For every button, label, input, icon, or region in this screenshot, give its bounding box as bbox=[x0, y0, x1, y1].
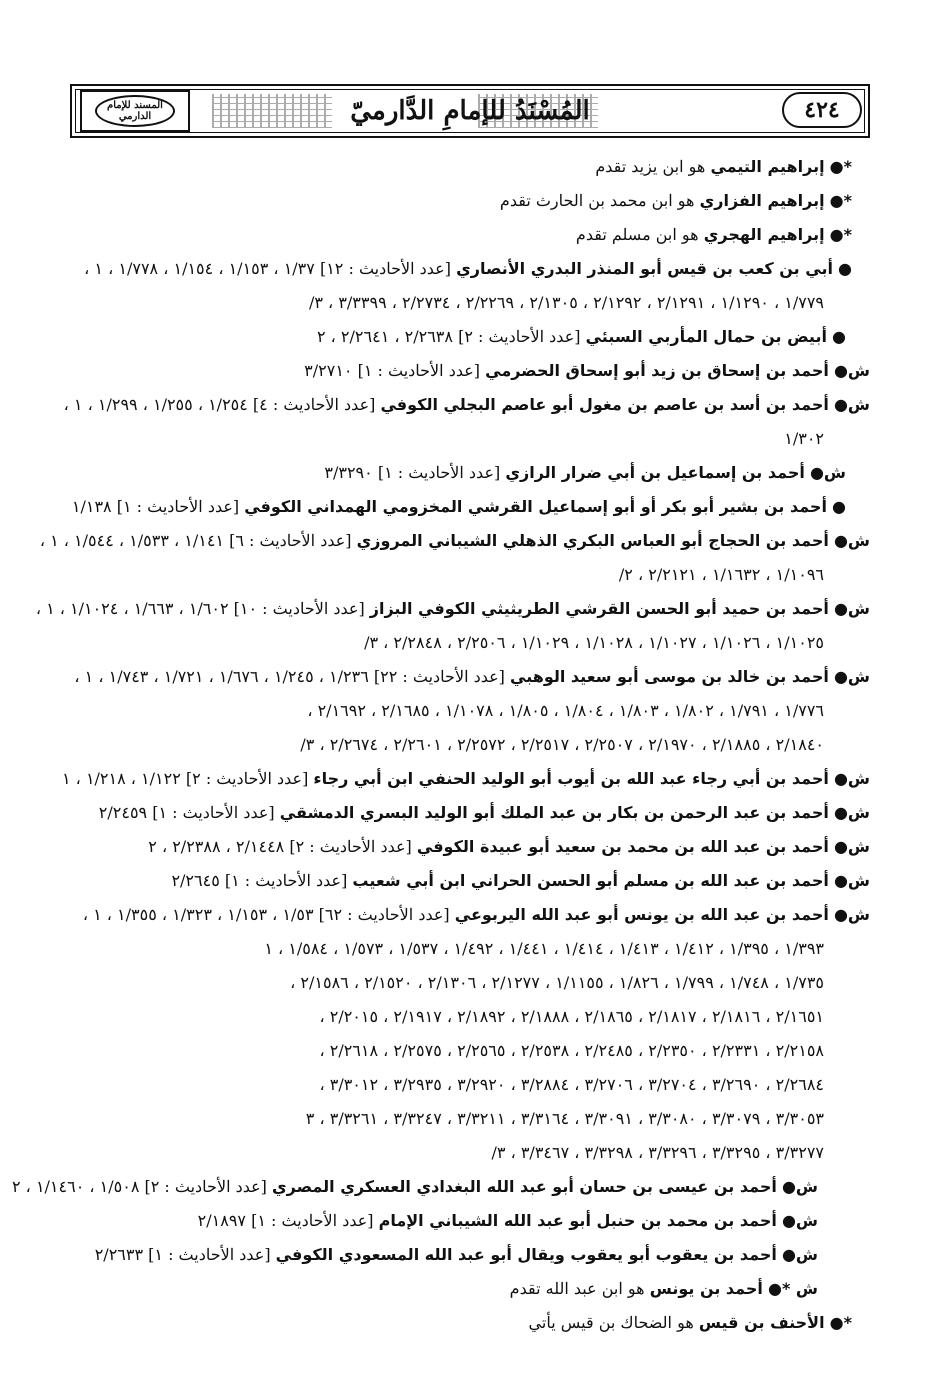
narrator-name: أحمد بن حميد أبو الحسن القرشي الطريثيثي الكوفي البزاز bbox=[369, 599, 829, 618]
narrator-name: إبراهيم الفزاري bbox=[699, 191, 825, 210]
entry-note: [عدد الأحاديث : ١] ٣/٣٢٩٠ bbox=[324, 463, 501, 482]
index-entry bbox=[63, 388, 870, 456]
index-entry bbox=[74, 660, 870, 762]
entry-note: [عدد الأحاديث : ٢٢] ١/٢٣٦ ، ١/٢٤٥ ، ١/٦٧٦ ، ١/٧٢١ ، ١/٧٤٣ ، ١ ، bbox=[74, 667, 505, 686]
entry-references-line: ٣/٣٠٥٣ ، ٣/٣٠٧٩ ، ٣/٣٠٨٠ ، ٣/٣٠٩١ ، ٣/٣١٦٤ ، ٣/٣٢١١ ، ٣/٣٢٤٧ ، ٣/٣٢٦١ ، ٣ bbox=[305, 1109, 824, 1128]
entry-first-line bbox=[62, 762, 870, 796]
entry-references-line: ١/٣٩٣ ، ١/٣٩٥ ، ١/٤١٢ ، ١/٤١٣ ، ١/٤١٤ ، ١/٤٤١ ، ١/٤٩٢ ، ١/٥٣٧ ، ١/٥٧٣ ، ١/٥٨٤ ، ١ bbox=[264, 939, 824, 958]
entry-note: [عدد الأحاديث : ١] ٢/٢٤٥٩ bbox=[98, 803, 275, 822]
index-entry bbox=[82, 1204, 870, 1238]
entry-first-line bbox=[82, 830, 870, 864]
index-entry bbox=[82, 354, 870, 388]
book-title: المُسْنَدُ للإمامِ الدَّارميّ bbox=[350, 96, 590, 126]
entry-references-line: ١/٧٧٩ ، ١/١٢٩٠ ، ٢/١٢٩١ ، ٢/١٢٩٢ ، ٢/١٣٠٥ ، ٢/٢٢٦٩ ، ٢/٢٧٣٤ ، ٣/٣٣٩٩ ، ٣/ bbox=[308, 293, 824, 312]
index-entry bbox=[82, 1306, 870, 1340]
entry-note: [عدد الأحاديث : ١] ٢/١٨٩٧ bbox=[197, 1211, 374, 1230]
entry-first-line bbox=[82, 864, 870, 898]
entry-note: [عدد الأحاديث : ١٠] ١/٦٠٢ ، ١/٦٦٣ ، ١/١٠٢٤ ، ١ ، bbox=[35, 599, 365, 618]
narrator-name: إبراهيم الهجري bbox=[703, 225, 825, 244]
entry-note: [عدد الأحاديث : ١] ٢/٢٦٣٣ bbox=[94, 1245, 271, 1264]
entry-first-line bbox=[82, 796, 870, 830]
entry-marker: ش● bbox=[833, 531, 870, 550]
entry-note: [عدد الأحاديث : ١] ٣/٢٧١٠ bbox=[304, 361, 481, 380]
entry-marker: ش● bbox=[781, 1177, 818, 1196]
index-entry bbox=[71, 490, 870, 524]
entry-marker: ش● bbox=[833, 769, 870, 788]
entry-references-line: ١/٧٣٥ ، ١/٧٤٨ ، ١/٧٩٩ ، ١/٨٢٦ ، ١/١١٥٥ ، ٢/١٢٧٧ ، ٢/١٣٠٦ ، ٢/١٥٢٠ ، ٢/١٥٨٦ ، bbox=[290, 973, 824, 992]
narrator-name: أبيض بن حمال المأربي السبئي bbox=[585, 327, 827, 346]
entry-references-line: ٢/١٦٥١ ، ٢/١٨١٦ ، ٢/١٨١٧ ، ٢/١٨٦٥ ، ٢/١٨٨٨ ، ٢/١٨٩٢ ، ٢/١٩١٧ ، ٢/٢٠١٥ ، bbox=[319, 1007, 824, 1026]
entry-references-line: ٢/٢٦٨٤ ، ٣/٢٦٩٠ ، ٣/٢٧٠٤ ، ٣/٢٧٠٦ ، ٣/٢٨٨٤ ، ٣/٢٩٢٠ ، ٣/٢٩٣٥ ، ٣/٣٠١٢ ، bbox=[319, 1075, 824, 1094]
entry-marker: ش● bbox=[809, 463, 846, 482]
entry-first-line bbox=[82, 1204, 870, 1238]
entry-marker: *● bbox=[829, 191, 852, 210]
narrator-name: أحمد بن الحجاج أبو العباس البكري الذهلي الشيباني المروزي bbox=[356, 531, 829, 550]
index-entry bbox=[82, 1238, 870, 1272]
entry-marker: ش● bbox=[833, 837, 870, 856]
entry-marker: ش● bbox=[833, 361, 870, 380]
narrator-name: أحمد بن عبد الله بن مسلم أبو الحسن الحراني ابن أبي شعيب bbox=[352, 871, 829, 890]
book-emblem bbox=[80, 90, 190, 132]
narrator-name: أحمد بن إسماعيل بن أبي ضرار الرازي bbox=[505, 463, 805, 482]
narrator-index-list bbox=[12, 150, 870, 1340]
narrator-name: الأحنف بن قيس bbox=[698, 1313, 825, 1332]
entry-first-line bbox=[74, 660, 870, 694]
entry-references-line: ٢/١٨٤٠ ، ٢/١٨٨٥ ، ٢/١٩٧٠ ، ٢/٢٥٠٧ ، ٢/٢٥١٧ ، ٢/٢٥٧٢ ، ٢/٢٦٠١ ، ٢/٢٦٧٤ ، ٣/ bbox=[300, 735, 824, 754]
entry-note: [عدد الأحاديث : ٦] ١/١٤١ ، ١/٥٣٣ ، ١/٥٤٤ ، ١ ، bbox=[39, 531, 352, 550]
entry-note: [عدد الأحاديث : ٢] ١/١٢٢ ، ١/٢١٨ ، ١ bbox=[62, 769, 309, 788]
entry-note: [عدد الأحاديث : ٢] ١/٥٠٨ ، ١/١٤٦٠ ، ٢ bbox=[12, 1177, 267, 1196]
entry-first-line bbox=[82, 456, 870, 490]
entry-note: [عدد الأحاديث : ١] ٢/٢٦٤٥ bbox=[171, 871, 348, 890]
page-number: ٤٢٤ bbox=[782, 92, 862, 128]
index-entry bbox=[82, 184, 870, 218]
entry-note: [عدد الأحاديث : ٤] ١/٢٥٤ ، ١/٢٥٥ ، ١/٢٩٩ ، ١ ، bbox=[63, 395, 376, 414]
entry-first-line bbox=[82, 252, 870, 286]
index-entry bbox=[39, 524, 870, 592]
entry-marker: ● bbox=[838, 259, 852, 278]
entry-note: [عدد الأحاديث : ٦٢] ١/٥٣ ، ١/١٥٣ ، ١/٣٢٣ ، ١/٣٥٥ ، ١ ، bbox=[82, 905, 450, 924]
entry-first-line bbox=[82, 184, 870, 218]
index-entry bbox=[82, 252, 870, 320]
narrator-name: أحمد بن إسحاق بن زيد أبو إسحاق الحضرمي bbox=[485, 361, 829, 380]
narrator-name: إبراهيم التيمي bbox=[710, 157, 825, 176]
index-entry bbox=[82, 456, 870, 490]
entry-marker: ش● bbox=[833, 667, 870, 686]
entry-references-line: ٣/٣٢٧٧ ، ٣/٣٢٩٥ ، ٣/٣٢٩٦ ، ٣/٣٢٩٨ ، ٣/٣٤٦٧ ، ٣/ bbox=[491, 1143, 824, 1162]
entry-note: [عدد الأحاديث : ٢] ٢/١٤٤٨ ، ٢/٢٣٨٨ ، ٢ bbox=[148, 837, 412, 856]
narrator-name: أبي بن كعب بن قيس أبو المنذر البدري الأنصاري bbox=[456, 259, 833, 278]
entry-marker: ● bbox=[832, 497, 846, 516]
index-entry bbox=[82, 830, 870, 864]
entry-note: هو ابن عبد الله تقدم bbox=[509, 1279, 645, 1298]
entry-note: هو ابن محمد بن الحارث تقدم bbox=[499, 191, 695, 210]
index-entry bbox=[82, 320, 870, 354]
narrator-name: أحمد بن بشير أبو بكر أو أبو إسماعيل القرشي المخزومي الهمداني الكوفي bbox=[244, 497, 827, 516]
narrator-name: أحمد بن خالد بن موسى أبو سعيد الوهبي bbox=[510, 667, 829, 686]
entry-first-line bbox=[82, 218, 870, 252]
entry-marker: ش● bbox=[781, 1211, 818, 1230]
index-entry bbox=[82, 150, 870, 184]
entry-note: [عدد الأحاديث : ١] ١/١٣٨ bbox=[71, 497, 240, 516]
entry-note: هو ابن مسلم تقدم bbox=[575, 225, 699, 244]
narrator-name: أحمد بن يونس bbox=[649, 1279, 763, 1298]
entry-references-line: ٢/٢١٥٨ ، ٢/٢٣٣١ ، ٢/٢٣٥٠ ، ٢/٢٤٨٥ ، ٢/٢٥٣٨ ، ٢/٢٥٦٥ ، ٢/٢٥٧٥ ، ٢/٢٦١٨ ، bbox=[319, 1041, 824, 1060]
entry-marker: *● bbox=[829, 157, 852, 176]
entry-note: هو الضحاك بن قيس يأتي bbox=[528, 1313, 694, 1332]
entry-first-line bbox=[82, 1238, 870, 1272]
index-entry bbox=[82, 898, 870, 1170]
entry-references-line: ١/١٠٩٦ ، ١/١٦٣٢ ، ٢/٢١٢١ ، ٢/ bbox=[618, 565, 824, 584]
index-entry bbox=[12, 1170, 870, 1204]
narrator-name: أحمد بن عبد الله بن يونس أبو عبد الله اليربوعي bbox=[454, 905, 829, 924]
narrator-name: أحمد بن عبد الله بن محمد بن سعيد أبو عبيدة الكوفي bbox=[416, 837, 829, 856]
entry-first-line bbox=[82, 1272, 870, 1306]
entry-references-line: ١/٧٧٦ ، ١/٧٩١ ، ١/٨٠٢ ، ١/٨٠٣ ، ١/٨٠٤ ، ١/٨٠٥ ، ١/١٠٧٨ ، ٢/١٦٨٥ ، ٢/١٦٩٢ ، bbox=[307, 701, 824, 720]
index-entry bbox=[82, 864, 870, 898]
narrator-name: أحمد بن عبد الرحمن بن بكار بن عبد الملك أبو الوليد البسري الدمشقي bbox=[279, 803, 829, 822]
entry-first-line bbox=[82, 1306, 870, 1340]
entry-first-line bbox=[63, 388, 870, 422]
entry-marker: ● bbox=[832, 327, 846, 346]
index-entry bbox=[35, 592, 870, 660]
entry-marker: *● bbox=[829, 1313, 852, 1332]
index-entry bbox=[82, 796, 870, 830]
index-entry bbox=[82, 1272, 870, 1306]
entry-first-line bbox=[82, 320, 870, 354]
entry-first-line bbox=[82, 150, 870, 184]
entry-first-line bbox=[71, 490, 870, 524]
page-header bbox=[70, 84, 870, 138]
header-ornament-left bbox=[212, 94, 332, 128]
narrator-name: أحمد بن محمد بن حنبل أبو عبد الله الشيباني الإمام bbox=[378, 1211, 777, 1230]
emblem-text: المسند للإمام الدارمي bbox=[95, 95, 175, 127]
entry-first-line bbox=[82, 354, 870, 388]
entry-note: هو ابن يزيد تقدم bbox=[595, 157, 706, 176]
entry-first-line bbox=[12, 1170, 870, 1204]
narrator-name: أحمد بن يعقوب أبو يعقوب ويقال أبو عبد الله المسعودي الكوفي bbox=[275, 1245, 777, 1264]
narrator-name: أحمد بن عيسى بن حسان أبو عبد الله البغدادي العسكري المصري bbox=[272, 1177, 777, 1196]
entry-note: [عدد الأحاديث : ٢] ٢/٢٦٣٨ ، ٢/٢٦٤١ ، ٢ bbox=[316, 327, 581, 346]
entry-marker: *● bbox=[829, 225, 852, 244]
entry-first-line bbox=[39, 524, 870, 558]
entry-marker: ش● bbox=[833, 599, 870, 618]
narrator-name: أحمد بن أسد بن عاصم بن مغول أبو عاصم البجلي الكوفي bbox=[380, 395, 829, 414]
entry-marker: ش *● bbox=[768, 1279, 818, 1298]
index-entry bbox=[82, 218, 870, 252]
entry-first-line bbox=[35, 592, 870, 626]
narrator-name: أحمد بن أبي رجاء عبد الله بن أيوب أبو الوليد الحنفي ابن أبي رجاء bbox=[313, 769, 829, 788]
index-entry bbox=[62, 762, 870, 796]
entry-marker: ش● bbox=[833, 395, 870, 414]
entry-references-line: ١/١٠٢٥ ، ١/١٠٢٦ ، ١/١٠٢٧ ، ١/١٠٢٨ ، ١/١٠٢٩ ، ٢/٢٥٠٦ ، ٢/٢٨٤٨ ، ٣/ bbox=[364, 633, 824, 652]
entry-first-line bbox=[82, 898, 870, 932]
entry-marker: ش● bbox=[833, 803, 870, 822]
entry-marker: ش● bbox=[833, 871, 870, 890]
entry-marker: ش● bbox=[833, 905, 870, 924]
entry-note: [عدد الأحاديث : ١٢] ١/٣٧ ، ١/١٥٣ ، ١/١٥٤ ، ١/٧٧٨ ، ١ ، bbox=[84, 259, 451, 278]
entry-marker: ش● bbox=[781, 1245, 818, 1264]
entry-references-line: ١/٣٠٢ bbox=[784, 429, 824, 448]
